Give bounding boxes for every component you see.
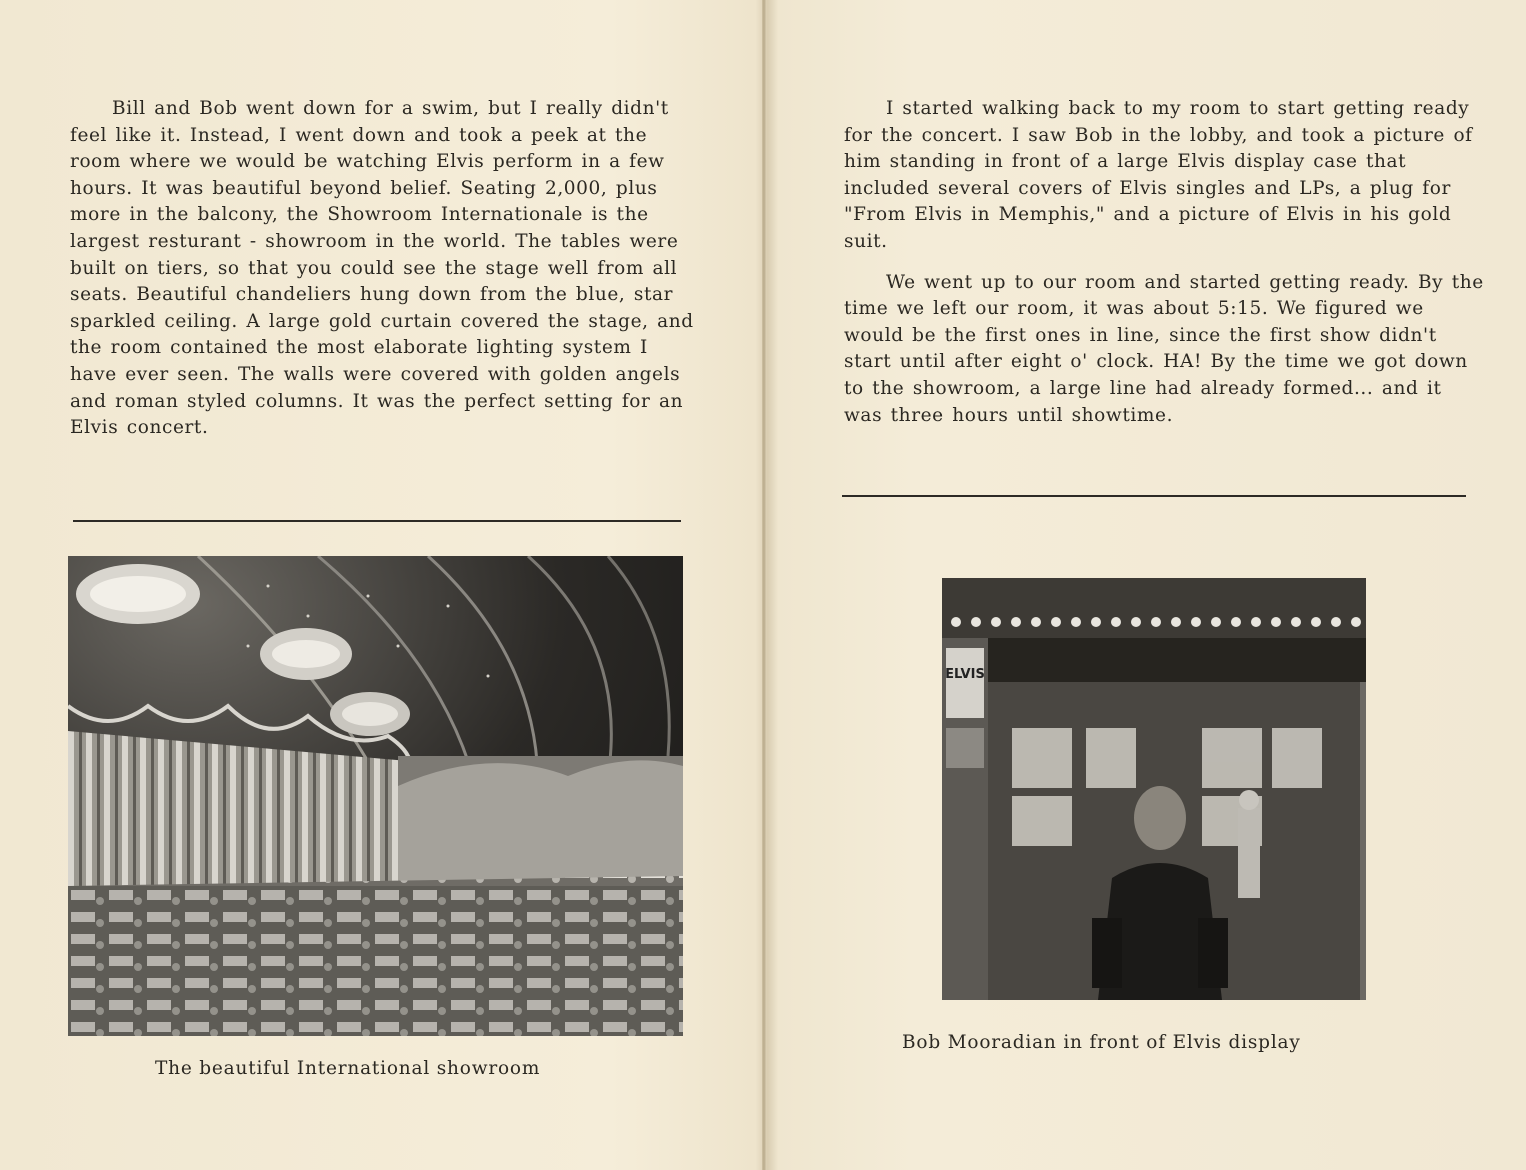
showroom-photo-caption: The beautiful International showroom xyxy=(155,1058,541,1079)
left-paragraph: Bill and Bob went down for a swim, but I really didn't feel like it. Instead, I went down and took a peek at the room where we would be watching Elvis perform in a few hours. It was beautiful beyond belief. Seating 2,000, plus more in the balcony, the Showroom Internationale is the largest resturant - showroom in the world. The tables were built on tiers, so that you could see the stage well from all seats. Beautiful chandeliers hung down from the blue, star sparkled ceiling. A large gold curtain covered the stage, and the room contained the most elaborate lighting system I have ever seen. The walls were covered with golden angels and roman styled columns. It was the perfect setting for an Elvis concert. xyxy=(70,98,694,439)
showroom-illustration xyxy=(68,556,683,1036)
display-case-illustration xyxy=(942,578,1366,1000)
left-divider-rule xyxy=(73,520,681,522)
left-page xyxy=(0,0,762,1170)
elvis-display-photo xyxy=(942,578,1366,1000)
showroom-photo xyxy=(68,556,683,1036)
elvis-display-photo-caption: Bob Mooradian in front of Elvis display xyxy=(902,1032,1301,1053)
right-paragraph-1: I started walking back to my room to start getting ready for the concert. I saw Bob in the lobby, and took a picture of him standing in front of a large Elvis display case that included several covers of Elvis singles and LPs, a plug for "From Elvis in Memphis," and a picture of Elvis in his gold suit. xyxy=(844,98,1473,252)
elvis-sign-text: ELVIS xyxy=(945,667,985,682)
right-page xyxy=(764,0,1526,1170)
right-paragraph-2: We went up to our room and started getting ready. By the time we left our room, it was about 5:15. We figured we would be the first ones in line, since the first show didn't start until after eight o' clock. HA! By the time we got down to the showroom, a large line had already formed... and it was three hours until showtime. xyxy=(844,271,1484,426)
right-divider-rule xyxy=(842,495,1466,497)
right-body-text xyxy=(844,96,1486,429)
left-body-text xyxy=(70,96,694,442)
